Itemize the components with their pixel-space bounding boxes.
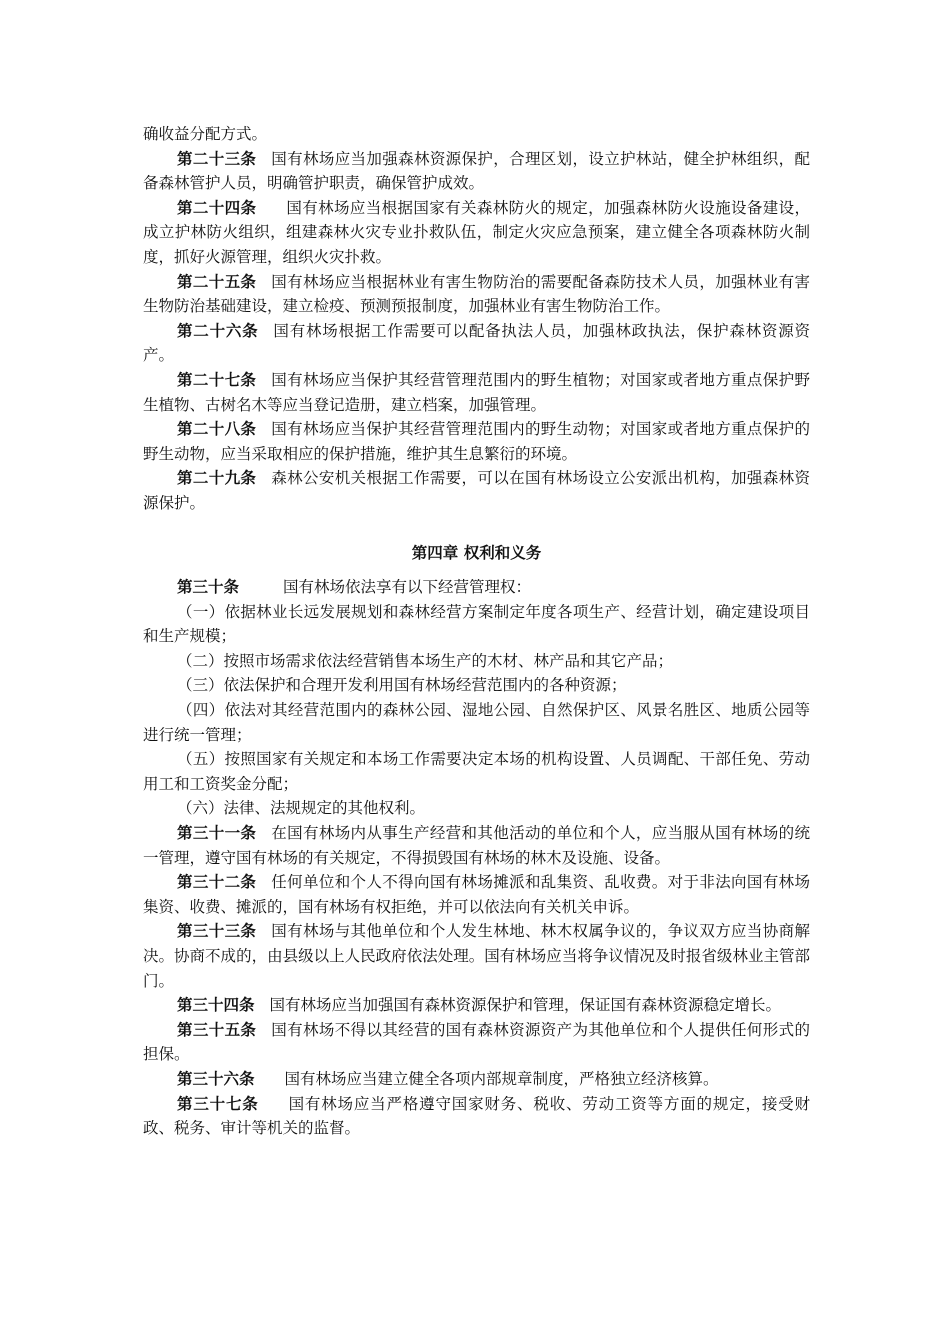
article-text: 国有林场应当加强国有森林资源保护和管理，保证国有森林资源稳定增长。 bbox=[269, 996, 782, 1015]
article-paragraph bbox=[143, 270, 810, 319]
article-heading: 第三十四条 bbox=[177, 996, 255, 1015]
article-text: 国有林场与其他单位和个人发生林地、林木权属争议的，争议双方应当协商解决。协商不成的，由县级以上人民政府依法处理。国有林场应当将争议情况及时报省级林业主管部门。 bbox=[143, 922, 810, 990]
article-heading: 第三十二条 bbox=[177, 873, 257, 892]
article-heading: 第二十七条 bbox=[177, 370, 257, 389]
article-heading: 第二十五条 bbox=[177, 272, 257, 291]
article-paragraph bbox=[143, 196, 810, 270]
article-text: 国有林场应当建立健全各项内部规章制度，严格独立经济核算。 bbox=[284, 1069, 719, 1088]
document-page bbox=[143, 122, 810, 1141]
article-heading: 第三十五条 bbox=[177, 1020, 257, 1039]
article-text: （一）依据林业长远发展规划和森林经营方案制定年度各项生产、经营计划，确定建设项目和生产规模； bbox=[143, 602, 810, 646]
chapter-title: 第四章 权利和义务 bbox=[411, 543, 542, 562]
article-list-after bbox=[143, 575, 810, 1141]
article-heading: 第三十条 bbox=[177, 578, 240, 597]
article-list-before bbox=[143, 122, 810, 516]
article-text: （五）按照国家有关规定和本场工作需要决定本场的机构设置、人员调配、干部任免、劳动用工和工资奖金分配； bbox=[143, 750, 810, 793]
article-paragraph bbox=[143, 575, 810, 600]
article-paragraph bbox=[143, 993, 810, 1018]
text-paragraph bbox=[143, 796, 810, 821]
text-paragraph bbox=[143, 649, 810, 674]
article-text: （六）法律、法规规定的其他权利。 bbox=[177, 799, 426, 818]
text-paragraph bbox=[143, 673, 810, 698]
article-paragraph bbox=[143, 319, 810, 368]
article-heading: 第二十八条 bbox=[177, 420, 257, 439]
article-text: （三）依法保护和合理开发利用国有林场经营范围内的各种资源； bbox=[177, 676, 627, 695]
article-text: 国有林场应当严格遵守国家财务、税收、劳动工资等方面的规定，接受财政、税务、审计等机关的监督。 bbox=[143, 1094, 810, 1138]
article-text: （四）依法对其经营范围内的森林公园、湿地公园、自然保护区、风景名胜区、地质公园等进行统一管理； bbox=[143, 701, 810, 744]
article-text: （二）按照市场需求依法经营销售本场生产的木材、林产品和其它产品； bbox=[177, 651, 674, 670]
article-paragraph bbox=[143, 417, 810, 466]
article-text: 国有林场应当根据国家有关森林防火的规定，加强森林防火设施设备建设，成立护林防火组织，组建森林火灾专业扑救队伍，制定火灾应急预案，建立健全各项森林防火制度，抓好火源管理，组织火灾扑救。 bbox=[143, 198, 810, 266]
article-heading: 第二十三条 bbox=[177, 149, 257, 168]
article-text: 国有林场依法享有以下经营管理权： bbox=[283, 578, 532, 597]
article-paragraph bbox=[143, 821, 810, 870]
article-text: 国有林场应当保护其经营管理范围内的野生动物；对国家或者地方重点保护的野生动物，应当采取相应的保护措施，维护其生息繁衍的环境。 bbox=[143, 420, 810, 463]
article-text: 确收益分配方式。 bbox=[143, 125, 268, 143]
article-paragraph bbox=[143, 919, 810, 993]
article-text: 国有林场应当根据林业有害生物防治的需要配备森防技术人员，加强林业有害生物防治基础建设，建立检疫、预测预报制度，加强林业有害生物防治工作。 bbox=[143, 272, 810, 316]
text-paragraph bbox=[143, 600, 810, 649]
article-text: 国有林场根据工作需要可以配备执法人员，加强林政执法，保护森林资源资产。 bbox=[143, 321, 810, 365]
article-paragraph bbox=[143, 1067, 810, 1092]
article-heading: 第二十六条 bbox=[177, 321, 259, 340]
article-text: 森林公安机关根据工作需要，可以在国有林场设立公安派出机构，加强森林资源保护。 bbox=[143, 469, 810, 512]
article-text: 国有林场应当加强森林资源保护，合理区划，设立护林站，健全护林组织，配备森林管护人员，明确管护职责，确保管护成效。 bbox=[143, 149, 810, 193]
article-heading: 第三十六条 bbox=[177, 1069, 255, 1088]
article-heading: 第二十四条 bbox=[177, 198, 257, 217]
article-paragraph bbox=[143, 147, 810, 196]
article-heading: 第三十三条 bbox=[177, 922, 257, 941]
article-paragraph bbox=[143, 1092, 810, 1141]
article-text: 在国有林场内从事生产经营和其他活动的单位和个人，应当服从国有林场的统一管理，遵守国有林场的有关规定，不得损毁国有林场的林木及设施、设备。 bbox=[143, 824, 810, 867]
article-heading: 第三十一条 bbox=[177, 824, 257, 843]
article-paragraph bbox=[143, 870, 810, 919]
article-heading: 第三十七条 bbox=[177, 1094, 259, 1113]
article-paragraph bbox=[143, 1018, 810, 1067]
article-text: 国有林场应当保护其经营管理范围内的野生植物；对国家或者地方重点保护野生植物、古树名木等应当登记造册，建立档案，加强管理。 bbox=[143, 370, 810, 414]
article-paragraph bbox=[143, 466, 810, 515]
article-paragraph bbox=[143, 368, 810, 417]
text-paragraph bbox=[143, 122, 810, 147]
text-paragraph bbox=[143, 747, 810, 796]
text-paragraph bbox=[143, 698, 810, 747]
article-heading: 第二十九条 bbox=[177, 469, 257, 488]
section-gap bbox=[143, 516, 810, 529]
article-text: 国有林场不得以其经营的国有森林资源资产为其他单位和个人提供任何形式的担保。 bbox=[143, 1020, 810, 1064]
article-text: 任何单位和个人不得向国有林场摊派和乱集资、乱收费。对于非法向国有林场集资、收费、摊派的，国有林场有权拒绝，并可以依法向有关机关申诉。 bbox=[143, 873, 810, 916]
